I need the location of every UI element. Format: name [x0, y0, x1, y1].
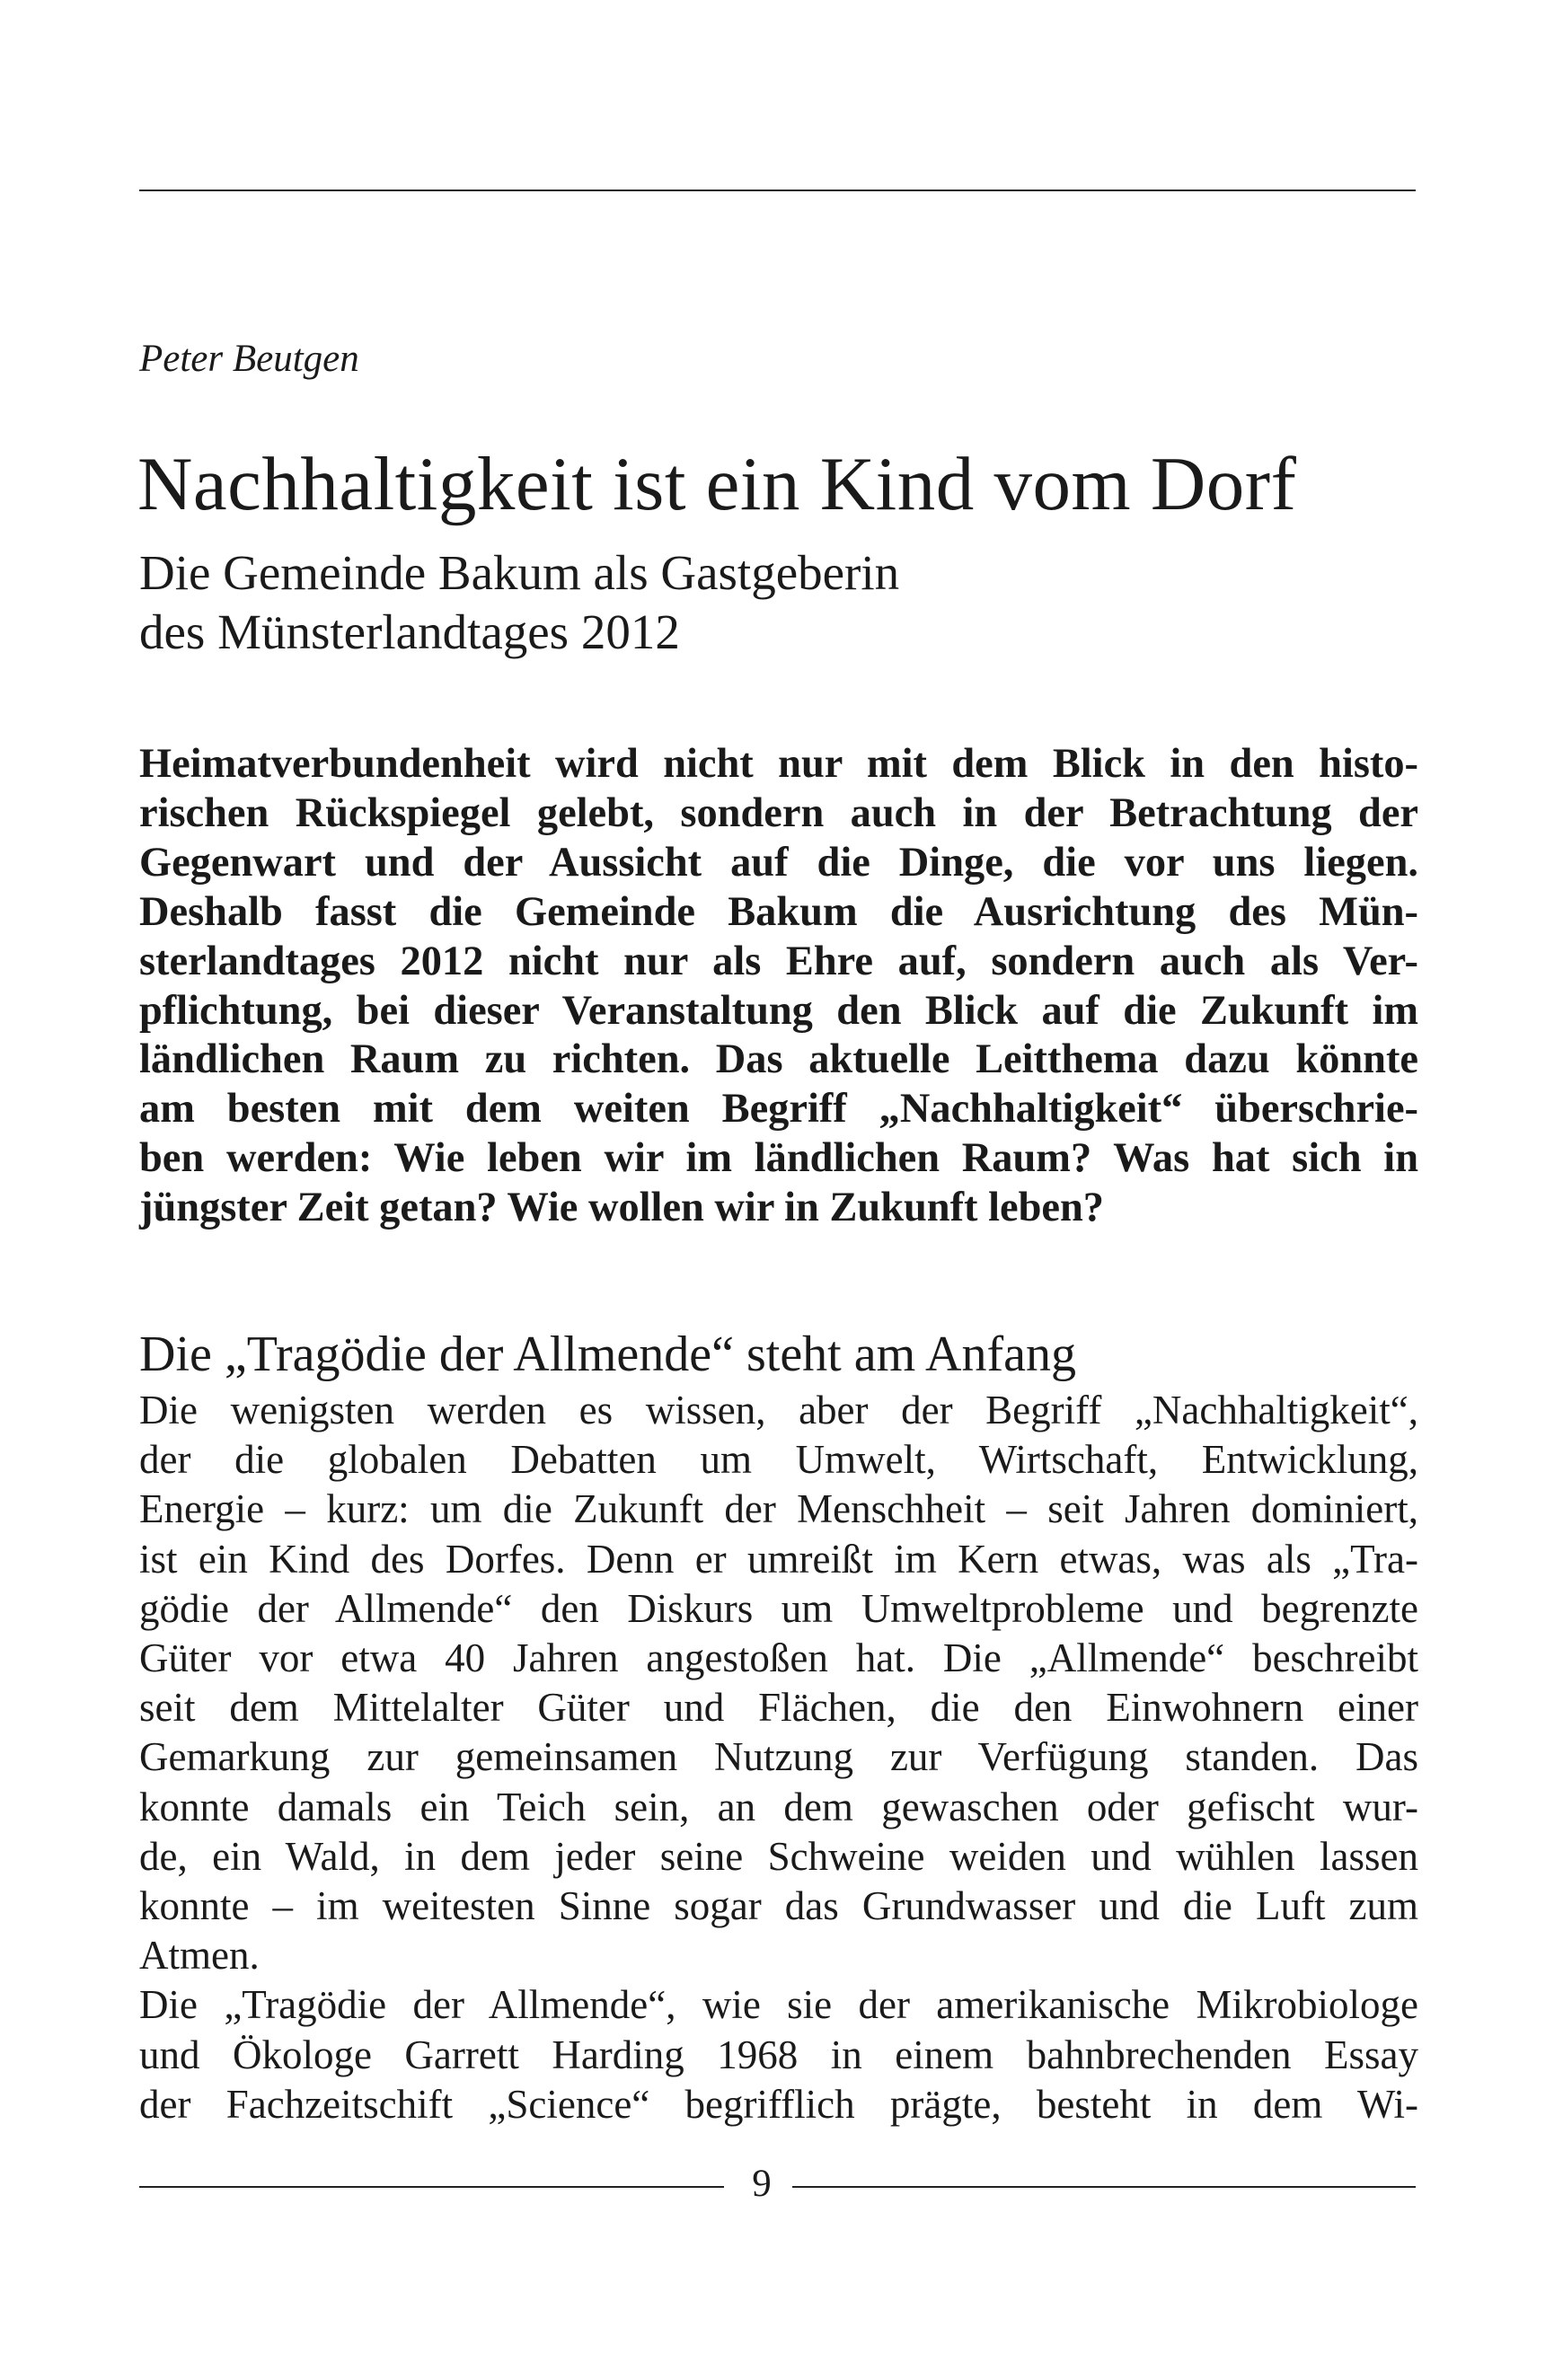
lead-line: sterlandtages 2012 nicht nur als Ehre auf, sondern auch als Ver-	[139, 938, 1418, 984]
lead-line: am besten mit dem weiten Begriff „Nachhaltigkeit“ überschrie-	[139, 1086, 1418, 1133]
body-line: und Ökologe Garrett Harding 1968 in einem bahnbrechenden Essay	[139, 2032, 1418, 2077]
article-subtitle	[139, 543, 899, 662]
lead-line: Gegenwart und der Aussicht auf die Dinge, die vor uns liegen.	[139, 839, 1418, 886]
lead-line: ländlichen Raum zu richten. Das aktuelle Leitthema dazu könnte	[139, 1036, 1418, 1083]
body-line: de, ein Wald, in dem jeder seine Schweine weiden und wühlen lassen	[139, 1833, 1418, 1879]
subtitle-line: Die Gemeinde Bakum als Gastgeberin	[139, 545, 900, 600]
section-heading: Die „Tragödie der Allmende“ steht am Anfang	[139, 1327, 1076, 1382]
body-line: Atmen.	[139, 1933, 260, 1979]
lead-line: pflichtung, bei dieser Veranstaltung den Blick auf die Zukunft im	[139, 987, 1418, 1034]
page-number: 9	[752, 2163, 772, 2205]
author-name: Peter Beutgen	[139, 338, 359, 380]
lead-line: jüngster Zeit getan? Wie wollen wir in Zukunft leben?	[139, 1185, 1104, 1231]
subtitle-line: des Münsterlandtages 2012	[139, 604, 680, 659]
body-line: Die wenigsten werden es wissen, aber der Begriff „Nachhaltigkeit“,	[139, 1388, 1418, 1432]
body-line: der Fachzeitschift „Science“ begrifflich prägte, besteht in dem Wi-	[139, 2081, 1418, 2127]
body-line: Güter vor etwa 40 Jahren angestoßen hat. Die „Allmende“ beschreibt	[139, 1635, 1418, 1681]
body-line: Gemarkung zur gemeinsamen Nutzung zur Verfügung standen. Das	[139, 1734, 1418, 1780]
top-rule	[139, 190, 1416, 191]
body-line: Energie – kurz: um die Zukunft der Menschheit – seit Jahren dominiert,	[139, 1486, 1418, 1532]
body-line: konnte damals ein Teich sein, an dem gewaschen oder gefischt wur-	[139, 1784, 1418, 1829]
lead-line: ben werden: Wie leben wir im ländlichen Raum? Was hat sich in	[139, 1135, 1418, 1182]
body-line: seit dem Mittelalter Güter und Flächen, die den Einwohnern einer	[139, 1685, 1418, 1731]
body-line: gödie der Allmende“ den Diskurs um Umweltprobleme und begrenzte	[139, 1585, 1418, 1631]
body-line: Die „Tragödie der Allmende“, wie sie der amerikanische Mikrobiologe	[139, 1982, 1418, 2028]
body-line: konnte – im weitesten Sinne sogar das Grundwasser und die Luft zum	[139, 1883, 1418, 1929]
footer-rule-right	[792, 2186, 1416, 2188]
body-line: der die globalen Debatten um Umwelt, Wirtschaft, Entwicklung,	[139, 1437, 1418, 1483]
lead-line: rischen Rückspiegel gelebt, sondern auch in der Betrachtung der	[139, 789, 1418, 836]
body-text	[139, 1386, 1418, 2129]
body-line: ist ein Kind des Dorfes. Denn er umreißt im Kern etwas, was als „Tra-	[139, 1536, 1418, 1582]
lead-line: Deshalb fasst die Gemeinde Bakum die Ausrichtung des Mün-	[139, 888, 1418, 935]
footer-rule-left	[139, 2186, 724, 2188]
lead-line: Heimatverbundenheit wird nicht nur mit dem Blick in den histo-	[139, 741, 1418, 787]
article-title: Nachhaltigkeit ist ein Kind vom Dorf	[137, 442, 1297, 526]
lead-paragraph	[139, 740, 1418, 1233]
